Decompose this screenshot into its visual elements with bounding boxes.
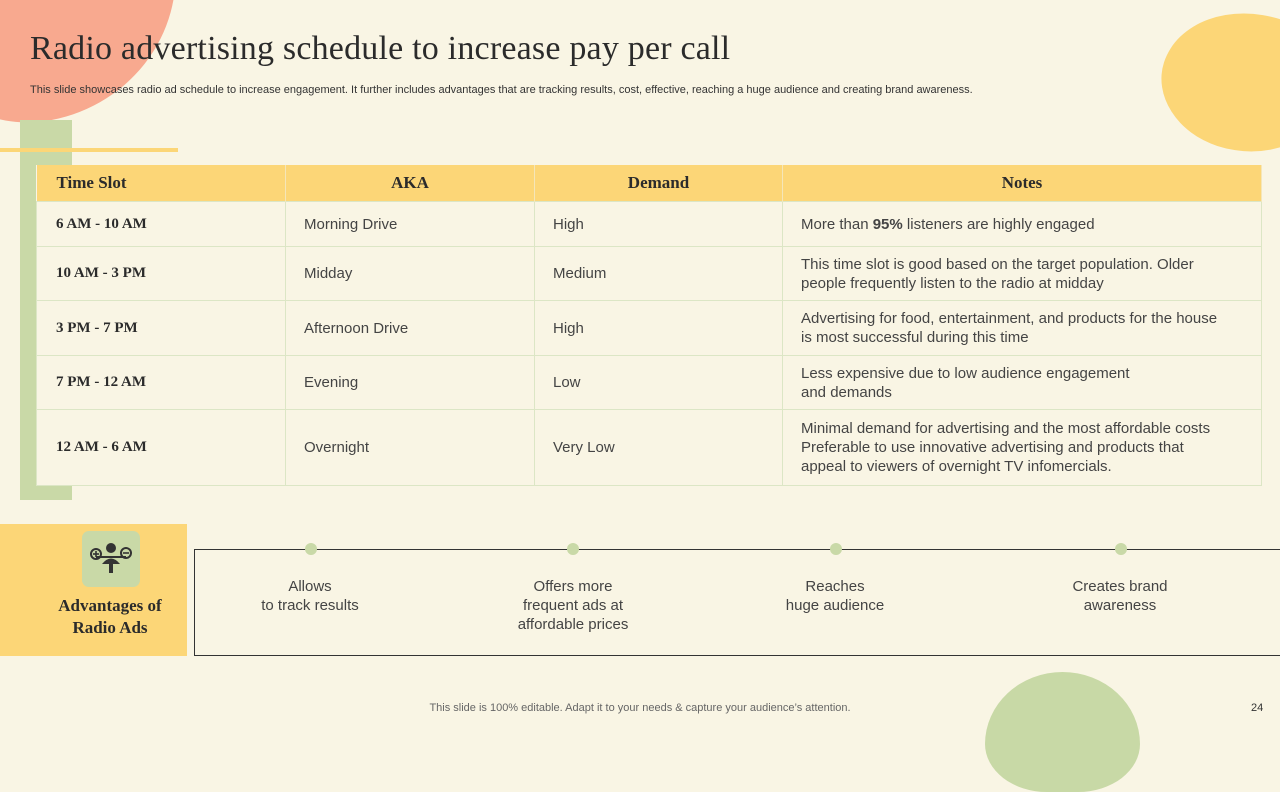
cell-time-slot: 12 AM - 6 AM bbox=[37, 410, 286, 486]
table-row bbox=[37, 301, 1262, 356]
cell-demand: High bbox=[535, 202, 783, 247]
note-line: Less expensive due to low audience engagement bbox=[801, 364, 1130, 382]
advantage-line: frequent ads at bbox=[522, 597, 624, 614]
timeline-dot bbox=[305, 543, 317, 555]
note-line: people frequently listen to the radio at midday bbox=[801, 274, 1104, 292]
table-row bbox=[37, 356, 1262, 410]
header-time-slot: Time Slot bbox=[37, 165, 286, 202]
decorative-yellow-line bbox=[0, 148, 178, 152]
advantage-line: awareness bbox=[1083, 597, 1157, 614]
table-row bbox=[37, 202, 1262, 247]
advantage-line: Offers more bbox=[533, 578, 613, 595]
timeline-dot bbox=[830, 543, 842, 555]
page-title: Radio advertising schedule to increase pay per call bbox=[30, 30, 731, 67]
cell-demand: Low bbox=[535, 356, 783, 410]
cell-aka: Overnight bbox=[286, 410, 535, 486]
advantage-line: Reaches bbox=[805, 578, 865, 595]
note-highlight: 95% bbox=[872, 215, 903, 233]
cell-demand: Medium bbox=[535, 247, 783, 301]
note-line: Minimal demand for advertising and the most affordable costs bbox=[801, 420, 1211, 437]
advantage-line: to track results bbox=[261, 597, 359, 614]
schedule-table bbox=[36, 165, 1262, 486]
note-line: Preferable to use innovative advertising and products that bbox=[801, 439, 1184, 456]
decorative-blob-top-left bbox=[0, 0, 195, 138]
advantages-label-line: Advantages of bbox=[58, 596, 162, 615]
decorative-blob-top-right bbox=[1145, 0, 1280, 175]
header-aka: AKA bbox=[286, 165, 535, 202]
cell-notes bbox=[783, 410, 1262, 486]
header-notes: Notes bbox=[783, 165, 1262, 202]
advantages-label-line: Radio Ads bbox=[72, 618, 148, 637]
note-line: is most successful during this time bbox=[801, 329, 1029, 346]
header-demand: Demand bbox=[535, 165, 783, 202]
decorative-blob-bottom bbox=[985, 672, 1140, 792]
page-subtitle: This slide showcases radio ad schedule to increase engagement. It further includes advantages that are tracking results, cost, effective, reaching a huge audience and creating brand awareness. bbox=[30, 84, 973, 96]
cell-time-slot: 7 PM - 12 AM bbox=[37, 356, 286, 410]
page-number: 24 bbox=[1251, 702, 1264, 714]
advantages-label bbox=[40, 595, 180, 639]
cell-notes bbox=[783, 301, 1262, 356]
table-header-row bbox=[37, 165, 1262, 202]
cell-aka: Midday bbox=[286, 247, 535, 301]
cell-aka: Evening bbox=[286, 356, 535, 410]
advantage-item-huge-audience bbox=[735, 577, 935, 615]
timeline-dot bbox=[567, 543, 579, 555]
footer-note: This slide is 100% editable. Adapt it to your needs & capture your audience’s attention. bbox=[429, 702, 851, 714]
advantage-item-track-results bbox=[210, 577, 410, 615]
cell-aka: Afternoon Drive bbox=[286, 301, 535, 356]
table-row bbox=[37, 247, 1262, 301]
cell-time-slot: 10 AM - 3 PM bbox=[37, 247, 286, 301]
advantage-line: Allows bbox=[288, 578, 332, 595]
cell-demand: High bbox=[535, 301, 783, 356]
cell-time-slot: 6 AM - 10 AM bbox=[37, 202, 286, 247]
advantage-line: Creates brand bbox=[1072, 578, 1168, 595]
table-row bbox=[37, 410, 1262, 486]
cell-notes bbox=[783, 247, 1262, 301]
cell-notes bbox=[783, 356, 1262, 410]
advantage-line: huge audience bbox=[785, 597, 885, 614]
scale-balance-icon bbox=[82, 531, 140, 587]
note-line: and demands bbox=[801, 383, 892, 401]
note-text: listeners are highly engaged bbox=[902, 215, 1095, 233]
note-text: More than bbox=[801, 215, 873, 233]
advantage-item-brand-awareness bbox=[1020, 577, 1220, 615]
cell-time-slot: 3 PM - 7 PM bbox=[37, 301, 286, 356]
cell-aka: Morning Drive bbox=[286, 202, 535, 247]
advantage-line: affordable prices bbox=[517, 616, 629, 633]
timeline-dot bbox=[1115, 543, 1127, 555]
cell-demand: Very Low bbox=[535, 410, 783, 486]
note-line: This time slot is good based on the target population. Older bbox=[801, 255, 1194, 273]
advantage-item-frequent-ads bbox=[473, 577, 673, 634]
note-line: appeal to viewers of overnight TV infomercials. bbox=[801, 458, 1112, 475]
note-line: Advertising for food, entertainment, and products for the house bbox=[801, 310, 1218, 327]
cell-notes bbox=[783, 202, 1262, 247]
